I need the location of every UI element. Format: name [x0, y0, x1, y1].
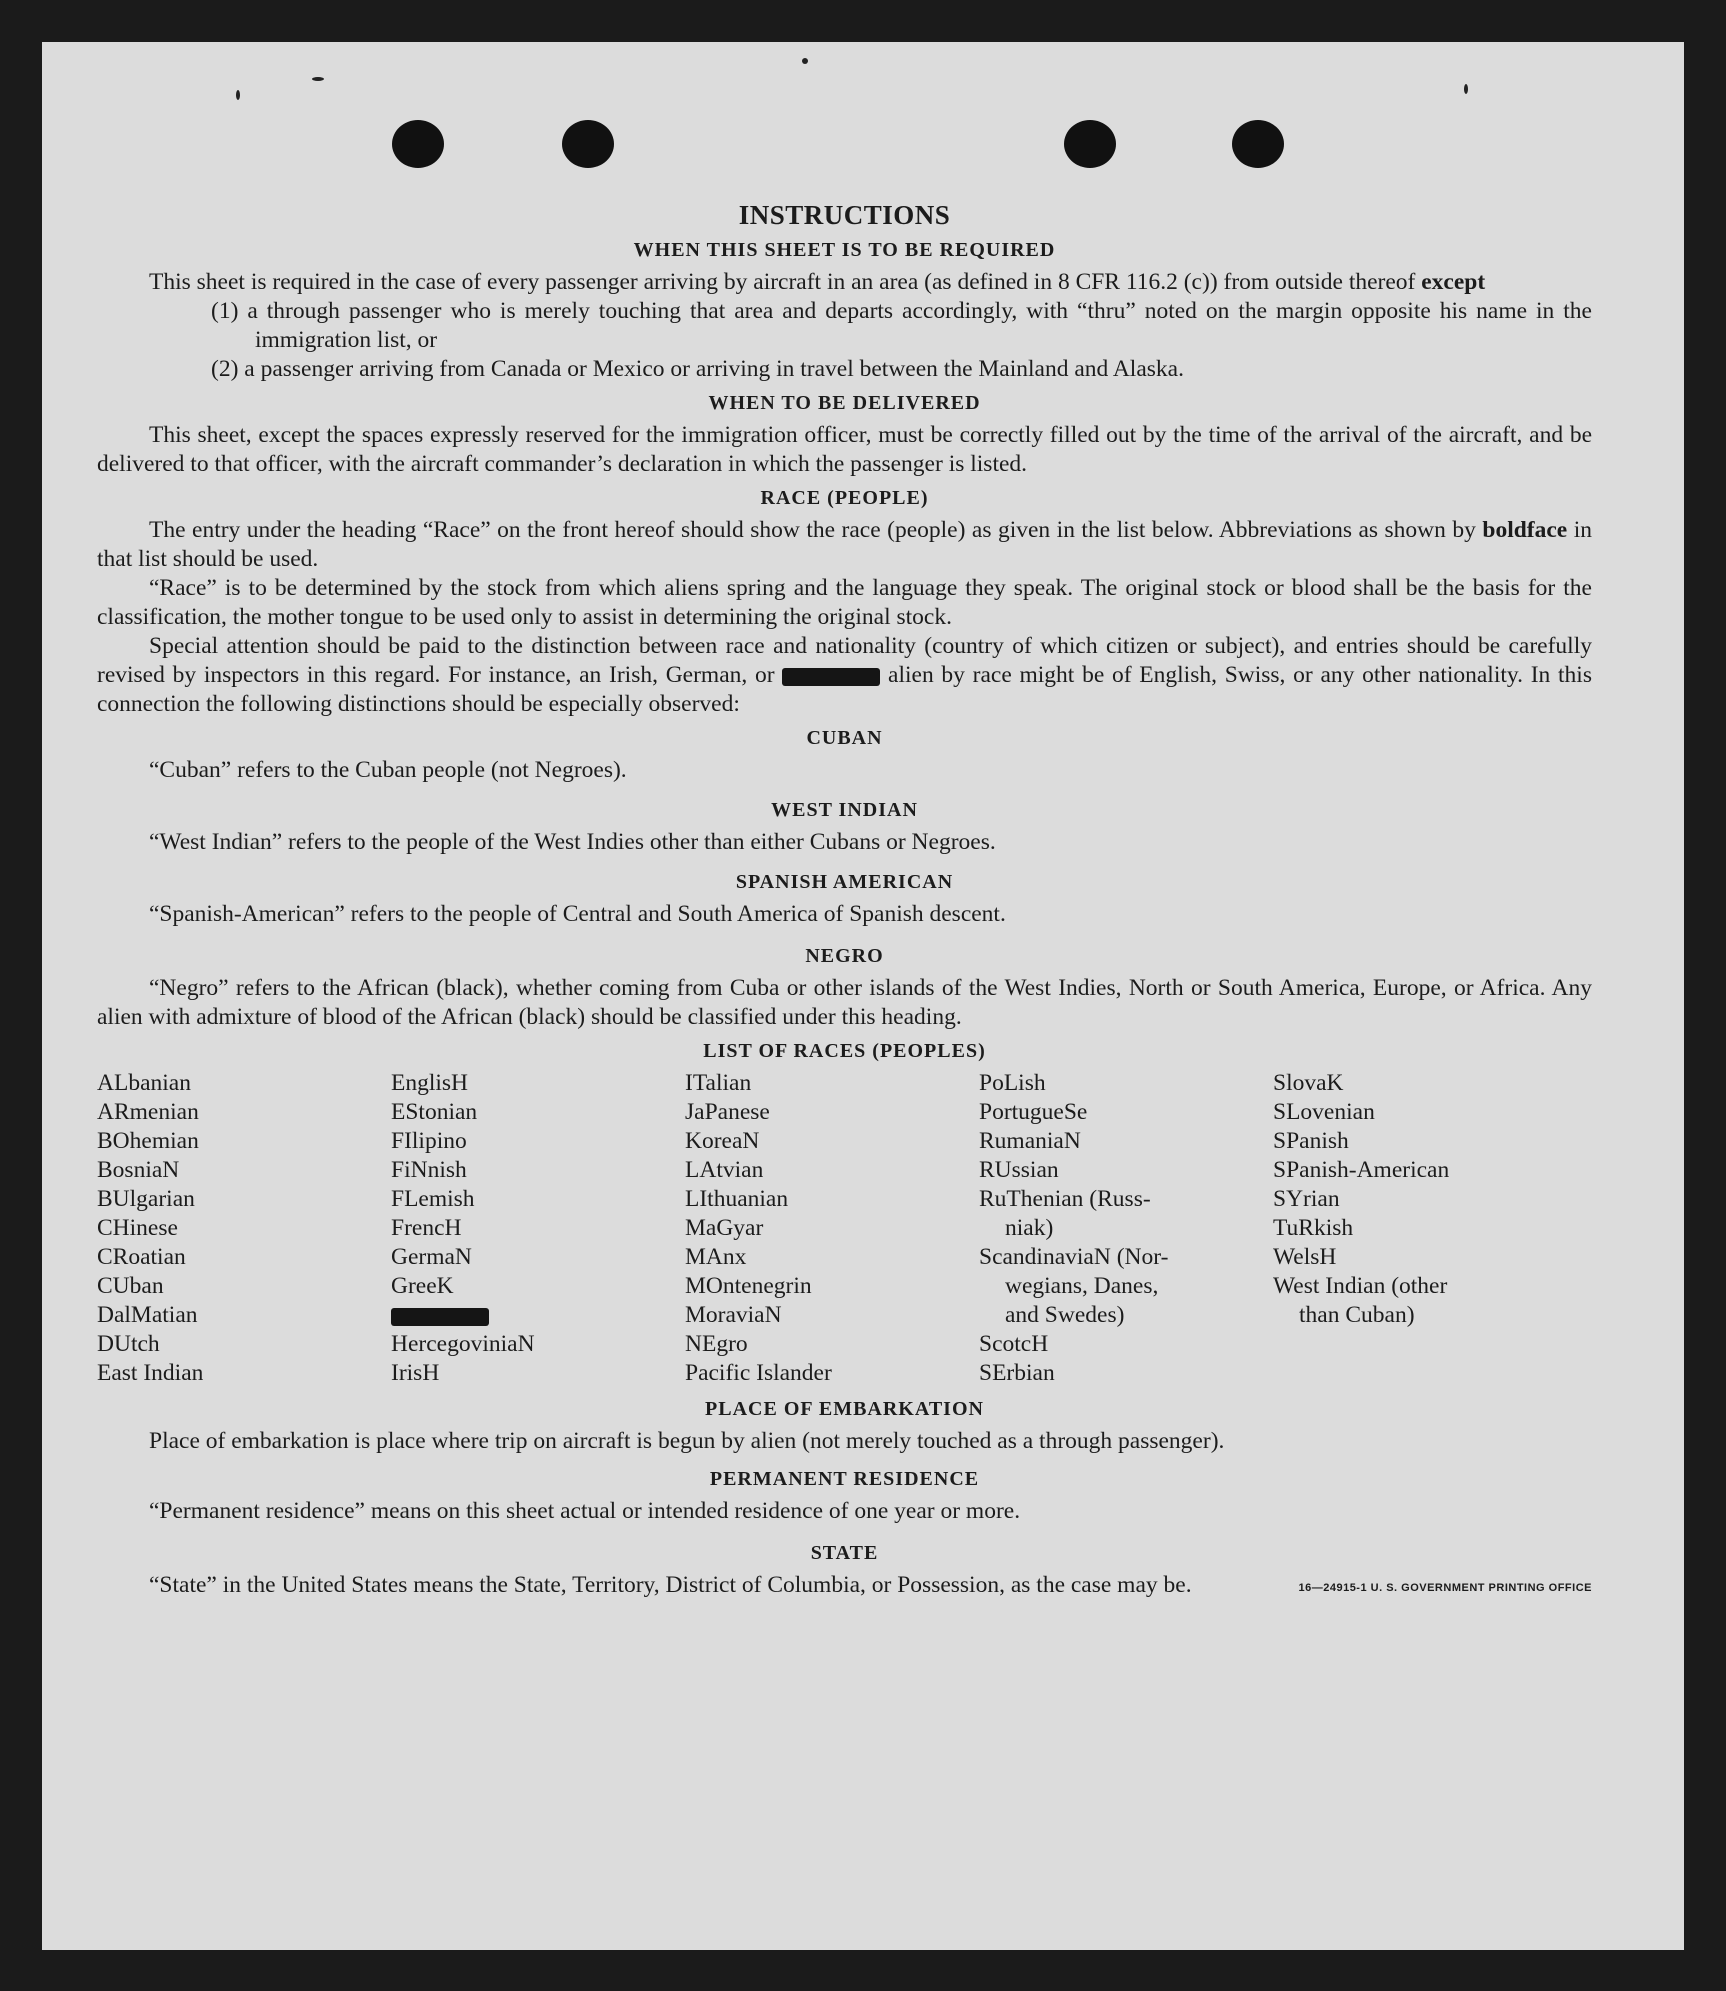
section-heading: WHEN THIS SHEET IS TO BE REQUIRED: [633, 239, 1056, 261]
race-entry: Pacific Islander: [685, 1360, 832, 1386]
race-column: [97, 1069, 391, 1388]
race-entry: GreeK: [391, 1273, 454, 1299]
race-entry: DalMatian: [97, 1302, 198, 1328]
redaction-mark: [391, 1308, 489, 1326]
paper-speck: [802, 58, 808, 64]
race-entry: LIthuanian: [685, 1186, 789, 1212]
paper-speck: [236, 90, 240, 100]
race-entry: SLovenian: [1273, 1099, 1375, 1125]
race-entry: MaGyar: [685, 1215, 764, 1241]
race-list: [97, 1069, 1592, 1388]
section-heading: STATE: [810, 1542, 879, 1564]
race-column: [979, 1069, 1273, 1388]
race-entry: ALbanian: [97, 1070, 191, 1096]
paragraph: “Negro” refers to the African (black), whether coming from Cuba or other islands of the West Indies, North or South America, Europe, or Africa. Any alien with admixture of blood of the African (black) should be classified under this heading.: [97, 975, 1592, 1030]
section-heading: PLACE OF EMBARKATION: [705, 1398, 984, 1420]
race-entry: HercegoviniaN: [391, 1331, 535, 1357]
race-entry: SPanish: [1273, 1128, 1349, 1154]
paragraph: “Race” is to be determined by the stock from which aliens spring and the language they speak. The original stock or blood shall be the basis for the classification, the mother tongue to be used only to assist in determining the original stock.: [97, 575, 1592, 630]
race-entry: FiNnish: [391, 1157, 467, 1183]
race-entry: CRoatian: [97, 1244, 186, 1270]
list-item: (1) a through passenger who is merely touching that area and departs accordingly, with “thru” noted on the margin opposite his name in the immigration list, or: [211, 298, 1592, 353]
race-entry: BOhemian: [97, 1128, 199, 1154]
race-entry: CHinese: [97, 1215, 178, 1241]
section-heading: RACE (PEOPLE): [760, 487, 929, 509]
section-heading: CUBAN: [806, 727, 883, 749]
race-column: [391, 1069, 685, 1388]
paper-speck: [1464, 84, 1468, 94]
race-entry: EnglisH: [391, 1070, 469, 1096]
race-entry: and Swedes): [1005, 1302, 1125, 1328]
race-entry: DUtch: [97, 1331, 160, 1357]
paragraph: The entry under the heading “Race” on the front hereof should show the race (people) as given in the list below. Abbreviations as shown by boldface in that list should be used.: [97, 517, 1593, 572]
race-entry: NEgro: [685, 1331, 748, 1357]
race-entry: MOntenegrin: [685, 1273, 812, 1299]
race-entry: SErbian: [979, 1360, 1055, 1386]
printer-mark: 16—24915-1 U. S. GOVERNMENT PRINTING OFFICE: [1298, 1582, 1592, 1594]
race-entry: KoreaN: [685, 1128, 760, 1154]
paragraph: “State” in the United States means the State, Territory, District of Columbia, or Possession, as the case may be.: [149, 1572, 1192, 1598]
race-entry: FrencH: [391, 1215, 462, 1241]
race-entry: IrisH: [391, 1360, 440, 1386]
race-column: [685, 1069, 979, 1388]
page-title: INSTRUCTIONS: [738, 200, 951, 230]
paragraph: “Spanish-American” refers to the people of Central and South America of Spanish descent.: [149, 901, 1006, 927]
race-entry: West Indian (other: [1273, 1273, 1448, 1299]
race-entry: MoraviaN: [685, 1302, 782, 1328]
race-entry: ITalian: [685, 1070, 752, 1096]
race-entry: PoLish: [979, 1070, 1046, 1096]
paragraph: This sheet, except the spaces expressly reserved for the immigration officer, must be correctly filled out by the time of the arrival of the aircraft, and be delivered to that officer, with the aircraft commander’s declaration in which the passenger is listed.: [97, 422, 1592, 477]
race-entry: SYrian: [1273, 1186, 1340, 1212]
race-entry: SPanish-American: [1273, 1157, 1450, 1183]
document-sheet: [42, 42, 1684, 1950]
race-entry: GermaN: [391, 1244, 472, 1270]
paper-speck: [312, 77, 324, 81]
race-entry: PortugueSe: [979, 1099, 1088, 1125]
section-heading: PERMANENT RESIDENCE: [709, 1468, 980, 1490]
paragraph: This sheet is required in the case of every passenger arriving by aircraft in an area (as defined in 8 CFR 116.2 (c)) from outside thereof except: [149, 269, 1486, 295]
section-heading: LIST OF RACES (PEOPLES): [703, 1040, 986, 1062]
section-heading: NEGRO: [805, 945, 884, 967]
race-entry: SlovaK: [1273, 1070, 1344, 1096]
section-heading: WHEN TO BE DELIVERED: [708, 392, 981, 414]
race-entry: RuThenian (Russ-: [979, 1186, 1151, 1212]
paragraph: Special attention should be paid to the distinction between race and nationality (country of which citizen or subject), and entries should be carefully revised by inspectors in this regard. For instance, an Irish, German, or alien by race might be of English, Swiss, or any other nationality. In this connection the following distinctions should be especially observed:: [97, 633, 1592, 717]
race-entry: TuRkish: [1273, 1215, 1354, 1241]
race-entry: than Cuban): [1299, 1302, 1415, 1328]
race-entry: LAtvian: [685, 1157, 764, 1183]
race-entry: WelsH: [1273, 1244, 1337, 1270]
race-entry: wegians, Danes,: [1005, 1273, 1159, 1299]
race-entry: FLemish: [391, 1186, 475, 1212]
race-column: [1273, 1069, 1567, 1388]
race-entry: RUssian: [979, 1157, 1059, 1183]
paragraph: “West Indian” refers to the people of the West Indies other than either Cubans or Negroes.: [149, 829, 996, 855]
race-entry: ARmenian: [97, 1099, 199, 1125]
list-item: (2) a passenger arriving from Canada or Mexico or arriving in travel between the Mainland and Alaska.: [211, 356, 1184, 382]
paragraph: Place of embarkation is place where trip on aircraft is begun by alien (not merely touched as a through passenger).: [149, 1428, 1225, 1454]
instructions-content: [97, 160, 1592, 1596]
race-entry: niak): [1005, 1215, 1054, 1241]
race-entry: MAnx: [685, 1244, 747, 1270]
paragraph: “Permanent residence” means on this sheet actual or intended residence of one year or more.: [149, 1498, 1021, 1524]
race-entry: ScotcH: [979, 1331, 1049, 1357]
section-heading: WEST INDIAN: [771, 799, 918, 821]
redaction-mark: [782, 668, 880, 686]
race-entry: BosniaN: [97, 1157, 180, 1183]
race-entry: East Indian: [97, 1360, 204, 1386]
race-entry: EStonian: [391, 1099, 478, 1125]
race-entry: JaPanese: [685, 1099, 770, 1125]
race-entry: RumaniaN: [979, 1128, 1081, 1154]
race-entry-redacted: [391, 1301, 685, 1330]
section-heading: SPANISH AMERICAN: [735, 871, 954, 893]
paragraph: “Cuban” refers to the Cuban people (not Negroes).: [149, 757, 627, 783]
race-entry: FIlipino: [391, 1128, 467, 1154]
race-entry: CUban: [97, 1273, 164, 1299]
race-entry: BUlgarian: [97, 1186, 195, 1212]
race-entry: ScandinaviaN (Nor-: [979, 1244, 1169, 1270]
